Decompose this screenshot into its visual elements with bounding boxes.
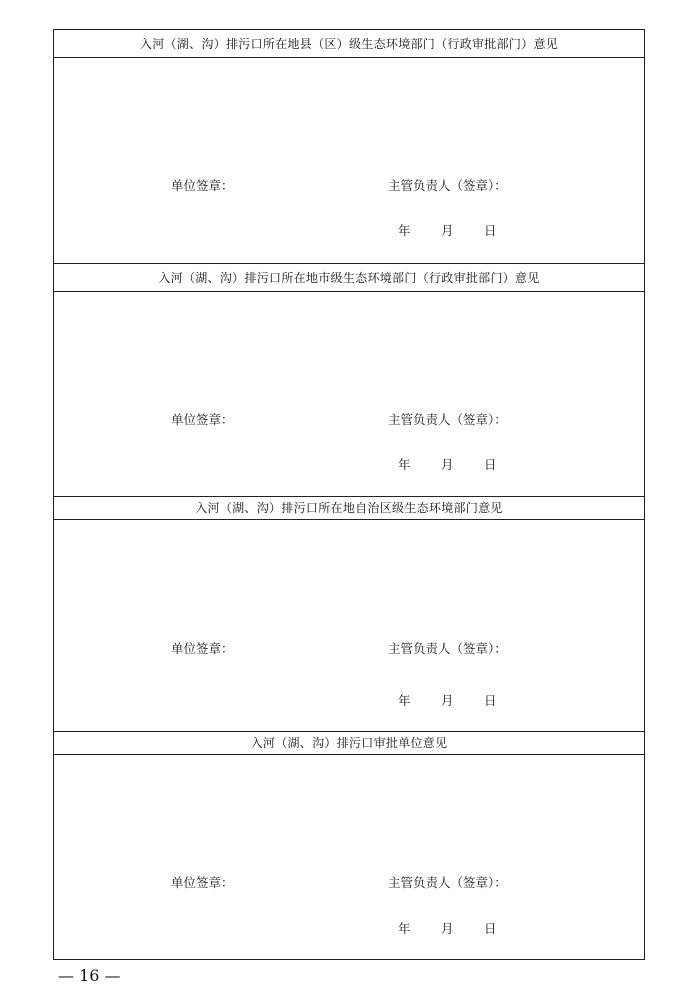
unit-seal-label: 单位签章：: [171, 875, 234, 890]
opinion-area: [54, 755, 644, 959]
unit-seal-label: 单位签章：: [171, 641, 234, 656]
head-signature-label: 主管负责人（签章）：: [388, 412, 507, 427]
day-label: 日: [484, 457, 497, 472]
year-label: 年: [398, 223, 411, 238]
opinion-area: [54, 58, 644, 263]
region-level-opinion-section: [54, 496, 644, 731]
section-title: 入河（湖、沟）排污口所在地县（区）级生态环境部门（行政审批部门）意见: [54, 30, 644, 58]
county-level-opinion-section: [54, 30, 644, 263]
day-label: 日: [484, 921, 497, 936]
page-number: — 16 —: [58, 966, 121, 985]
approval-unit-opinion-section: [54, 731, 644, 959]
head-signature-label: 主管负责人（签章）：: [388, 875, 507, 890]
approval-opinion-form: [53, 29, 645, 960]
opinion-area: [54, 292, 644, 496]
month-label: 月: [441, 693, 454, 708]
year-label: 年: [398, 457, 411, 472]
opinion-area: [54, 520, 644, 731]
month-label: 月: [441, 921, 454, 936]
unit-seal-label: 单位签章：: [171, 412, 234, 427]
head-signature-label: 主管负责人（签章）：: [388, 178, 507, 193]
month-label: 月: [441, 223, 454, 238]
unit-seal-label: 单位签章：: [171, 178, 234, 193]
day-label: 日: [484, 223, 497, 238]
section-title: 入河（湖、沟）排污口所在地市级生态环境部门（行政审批部门）意见: [54, 264, 644, 292]
year-label: 年: [398, 693, 411, 708]
head-signature-label: 主管负责人（签章）：: [388, 641, 507, 656]
month-label: 月: [441, 457, 454, 472]
year-label: 年: [398, 921, 411, 936]
city-level-opinion-section: [54, 263, 644, 496]
day-label: 日: [484, 693, 497, 708]
section-title: 入河（湖、沟）排污口审批单位意见: [54, 732, 644, 755]
section-title: 入河（湖、沟）排污口所在地自治区级生态环境部门意见: [54, 497, 644, 520]
